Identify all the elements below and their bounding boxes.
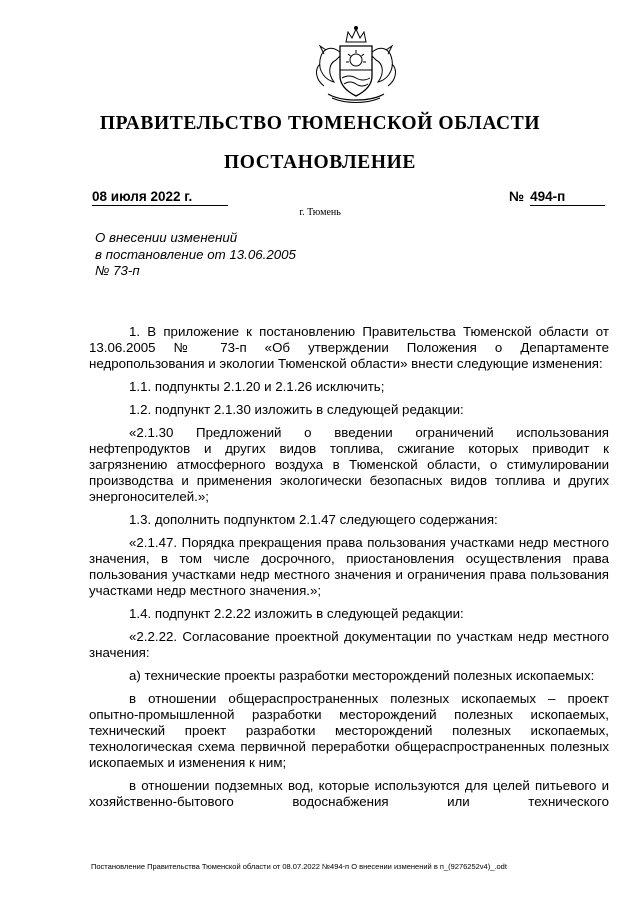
- number-sign: №: [509, 189, 525, 204]
- body-paragraph: «2.2.22. Согласование проектной документации по участкам недр местного значения:: [89, 629, 609, 660]
- body-paragraph: в отношении общераспространенных полезных ископаемых – проект опытно-промышленной разработки месторождений полезных ископаемых, технический проект разработки месторождений полезных ископаемых, технологическая схема первичной переработки общераспространенных полезных ископаемых и изменения к ним;: [89, 691, 609, 770]
- document-type: ПОСТАНОВЛЕНИЕ: [223, 152, 417, 173]
- city-name: г. Тюмень: [299, 207, 341, 218]
- document-date: 08 июля 2022 г.: [92, 189, 228, 206]
- body-paragraph: 1.3. дополнить подпунктом 2.1.47 следующего содержания:: [129, 512, 498, 527]
- page-footer: Постановление Правительства Тюменской области от 08.07.2022 №494-п О внесении изменений в п_(9276252v4)_.odt: [91, 862, 507, 871]
- document-body: [89, 324, 609, 810]
- coat-of-arms-emblem: [306, 24, 406, 106]
- body-paragraph: «2.1.30 Предложений о введении ограничений использования нефтепродуктов и других видов топлива, сжигание которых приводит к загрязнению атмосферного воздуха в Тюменской области, о стимулировании производства и применения экологически безопасных видов топлива и других энергоносителей.»;: [89, 425, 609, 504]
- government-title: ПРАВИТЕЛЬСТВО ТЮМЕНСКОЙ ОБЛАСТИ: [99, 113, 541, 134]
- subject-line: в постановление от 13.06.2005: [95, 246, 296, 262]
- body-paragraph: 1. В приложение к постановлению Правительства Тюменской области от 13.06.2005 № 73-п «Об утверждении Положения о Департаменте недропользования и экологии Тюменской области» внести следующие изменения:: [89, 324, 609, 371]
- document-subject: [95, 230, 296, 280]
- body-paragraph: 1.1. подпункты 2.1.20 и 2.1.26 исключить;: [129, 379, 385, 394]
- body-paragraph: «2.1.47. Порядка прекращения права пользования участками недр местного значения, в том числе досрочного, приостановления осуществления права пользования участками недр местного значения и ограничения права пользования участками недр местного значения.»;: [89, 535, 609, 598]
- document-number: [509, 189, 605, 206]
- number-value: 494-п: [530, 189, 605, 206]
- body-paragraph: 1.4. подпункт 2.2.22 изложить в следующей редакции:: [129, 606, 464, 621]
- body-paragraph: 1.2. подпункт 2.1.30 изложить в следующей редакции:: [129, 402, 464, 417]
- subject-line: О внесении изменений: [95, 230, 238, 245]
- subject-line: № 73-п: [95, 263, 140, 278]
- body-paragraph: а) технические проекты разработки месторождений полезных ископаемых:: [129, 668, 595, 683]
- body-paragraph: в отношении подземных вод, которые используются для целей питьевого и хозяйственно-бытового водоснабжения или технического: [89, 778, 609, 809]
